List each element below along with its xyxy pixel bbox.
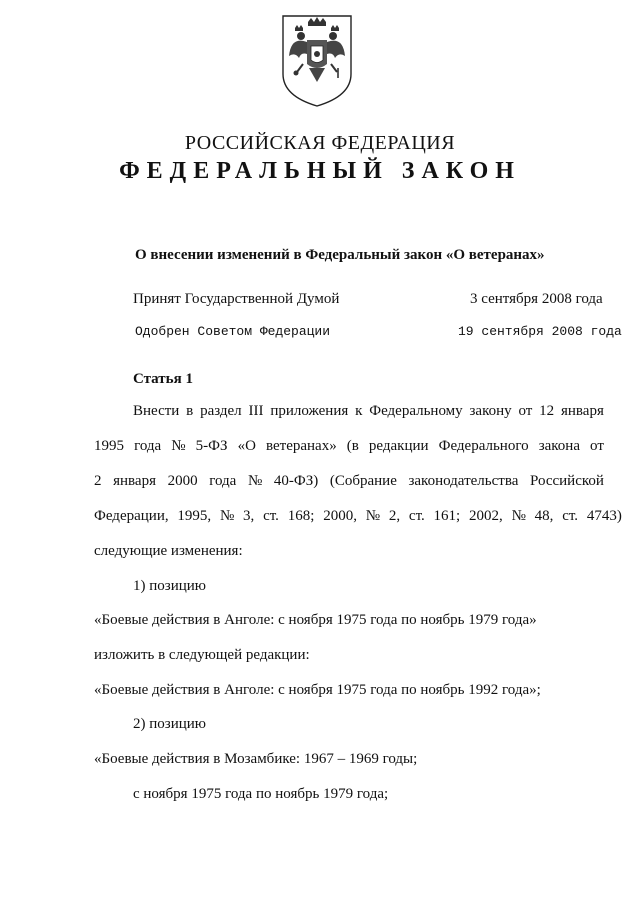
document-type: ФЕДЕРАЛЬНЫЙ ЗАКОН (119, 158, 521, 184)
word: 2 (94, 473, 102, 489)
word: III (248, 403, 264, 419)
word: 3, (243, 508, 255, 524)
council-label: Одобрен Советом Федерации (135, 324, 331, 339)
word: № (219, 508, 235, 524)
word: раздел (200, 403, 242, 419)
council-date: 19 сентября 2008 года (458, 324, 622, 339)
item-1-label: 1) позицию (133, 578, 206, 594)
word: № (365, 508, 381, 524)
paragraph-line-3 (94, 473, 604, 490)
word: января (113, 473, 156, 489)
word: Федерации, (94, 508, 169, 524)
word: 2000, (323, 508, 357, 524)
word: 161; (433, 508, 461, 524)
word: 168; (287, 508, 315, 524)
item-2-old-text-1: «Боевые действия в Мозамбике: 1967 – 1969 годы; (94, 751, 418, 767)
paragraph-line-2 (94, 438, 604, 455)
russian-coat-of-arms-icon (277, 12, 357, 108)
word: 12 (539, 403, 555, 419)
word: в (186, 403, 194, 419)
country-heading: РОССИЙСКАЯ ФЕДЕРАЦИЯ (184, 132, 456, 154)
word: 2002, (469, 508, 503, 524)
word: № (511, 508, 526, 524)
word: 1995 (94, 438, 124, 454)
word: закона (538, 438, 580, 454)
word: 40-ФЗ) (273, 473, 319, 489)
item-2-old-text-2: с ноября 1975 года по ноябрь 1979 года; (133, 786, 389, 802)
word: 2000 (167, 473, 198, 489)
word: законодательства (408, 473, 519, 489)
word: «О (237, 438, 256, 454)
word: 2, (388, 508, 401, 524)
word: года (209, 473, 237, 489)
word: № (171, 438, 186, 454)
paragraph-line-1 (133, 403, 604, 420)
duma-label: Принят Государственной Думой (133, 291, 340, 307)
word: 5-ФЗ (195, 438, 228, 454)
word: 48, (534, 508, 554, 524)
word: от (518, 403, 533, 419)
coat-of-arms (277, 12, 357, 108)
item-1-new-text: «Боевые действия в Анголе: с ноября 1975 года по ноябрь 1992 года»; (94, 682, 541, 698)
word: года (134, 438, 162, 454)
word: редакции (368, 438, 429, 454)
paragraph-line-4 (94, 508, 622, 525)
word: ст. (408, 508, 425, 524)
paragraph-last-line: следующие изменения: (94, 543, 243, 559)
word: приложения (270, 403, 349, 419)
word: ветеранах» (265, 438, 337, 454)
article-heading: Статья 1 (133, 371, 193, 387)
item-2-label: 2) позицию (133, 716, 206, 732)
word: 4743) (586, 508, 622, 524)
word: января (560, 403, 604, 419)
word: 1995, (177, 508, 212, 524)
word: ст. (562, 508, 579, 524)
word: ст. (263, 508, 279, 524)
duma-date: 3 сентября 2008 года (470, 291, 603, 307)
item-1-action: изложить в следующей редакции: (94, 647, 310, 663)
word: (в (346, 438, 359, 454)
word: Внести (133, 403, 180, 419)
word: закону (469, 403, 512, 419)
word: от (590, 438, 604, 454)
word: Российской (529, 473, 604, 489)
word: (Собрание (329, 473, 397, 489)
word: № (247, 473, 263, 489)
word: Федеральному (369, 403, 463, 419)
word: Федерального (438, 438, 529, 454)
law-title: О внесении изменений в Федеральный закон «О ветеранах» (135, 247, 545, 263)
word: к (355, 403, 363, 419)
item-1-old-text: «Боевые действия в Анголе: с ноября 1975 года по ноябрь 1979 года» (94, 612, 537, 628)
